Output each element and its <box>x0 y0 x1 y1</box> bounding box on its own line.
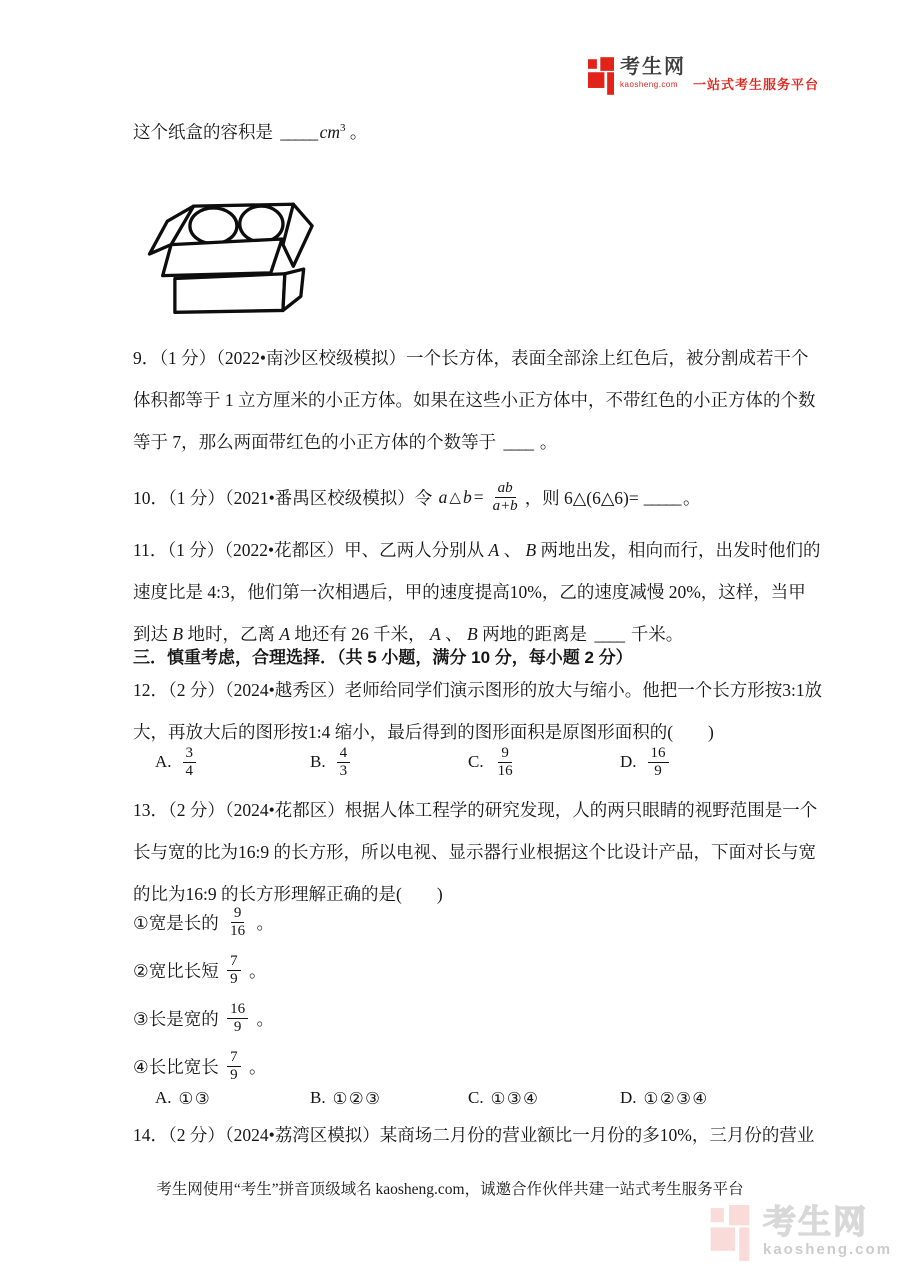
q12-option-b <box>310 737 354 787</box>
q9-line1: 9．（1 分）（2022•南沙区校级模拟）一个长方体，表面全部涂上红色后，被分割成若干个 <box>133 348 809 368</box>
statement-end: 。 <box>244 960 267 981</box>
statement-fraction <box>227 953 241 988</box>
fraction-denominator: 9 <box>230 1066 238 1083</box>
q10-var-a: a <box>438 486 448 507</box>
q11-l1-seg: 、 <box>499 540 526 560</box>
q11-line2: 速度比是 4:3，他们第一次相遇后，甲的速度提高10%，乙的速度减慢 20%，这样，当甲 <box>133 582 806 602</box>
option-label: D. <box>620 1088 637 1107</box>
q8-fill-blank: _____ <box>280 121 317 142</box>
option-value: ①②③④ <box>643 1088 709 1108</box>
q10-fraction <box>490 480 521 515</box>
watermark-site-name: 考生网 <box>763 1203 868 1240</box>
question-10 <box>133 468 793 526</box>
q13-option-d <box>620 1085 709 1111</box>
ball-left <box>190 208 237 244</box>
fraction-numerator: 4 <box>337 745 351 763</box>
q11-var: A <box>279 624 291 644</box>
q12-option-a <box>155 737 200 787</box>
q11-l1-seg: 两地出发，相向而行，出发时他们的 <box>536 540 821 560</box>
q10-equals: = <box>473 486 484 507</box>
q13-option-b <box>310 1085 381 1111</box>
q11-var: A <box>430 624 441 644</box>
q8-line <box>133 107 793 153</box>
option-label: B. <box>310 1088 326 1107</box>
question-8-tail <box>133 107 793 153</box>
q10-fraction-numerator: ab <box>495 480 516 498</box>
q13-statement-3 <box>133 994 274 1042</box>
q13-line2: 长与宽的比为16:9 的长方形，所以电视、显示器行业根据这个比设计产品，下面对长与宽 <box>133 842 816 862</box>
option-fraction <box>648 745 669 780</box>
q11-l3-seg: 地时，乙离 <box>183 624 280 644</box>
question-14 <box>133 1114 815 1156</box>
statement-end: 。 <box>252 912 274 933</box>
box-right-face <box>283 269 304 310</box>
fraction-denominator: 3 <box>339 762 348 779</box>
statement-text: ④长比宽长 <box>133 1056 224 1077</box>
box-right-flap <box>283 204 312 266</box>
option-fraction <box>337 745 351 780</box>
logo-site-name: 考生网 <box>620 56 686 78</box>
fraction-numerator: 3 <box>183 745 197 763</box>
option-label: D. <box>620 752 637 771</box>
q13-option-c <box>468 1085 539 1111</box>
q13-options-row <box>133 1085 833 1111</box>
option-value: ①③ <box>178 1088 212 1108</box>
q11-fill-blank: ____ <box>594 624 624 644</box>
q11-l3-seg: 地还有 26 千米， <box>290 624 431 644</box>
fraction-denominator: 9 <box>654 762 662 779</box>
q8-unit: cm <box>319 121 341 142</box>
question-9 <box>133 337 816 463</box>
watermark-text-block <box>763 1205 892 1258</box>
q10-mid: ，则 6△(6△6)= <box>524 487 639 508</box>
statement-text: ③长是宽的 <box>133 1008 224 1029</box>
fraction-denominator: 16 <box>497 762 513 779</box>
q12-option-d <box>620 737 673 787</box>
watermark-domain: kaosheng.com <box>763 1241 893 1258</box>
option-fraction <box>183 745 197 780</box>
option-value: ①③④ <box>490 1088 540 1108</box>
q11-var: B <box>466 624 478 644</box>
q10-fill-blank: _____ <box>643 486 681 507</box>
box-back-edge <box>194 204 294 206</box>
fraction-numerator: 9 <box>498 745 512 763</box>
kaosheng-logo-icon <box>588 57 614 95</box>
q9-end: 。 <box>539 432 558 452</box>
statement-text: ②宽比长短 <box>133 960 224 981</box>
q13-option-a <box>155 1085 211 1111</box>
q10-fraction-denominator: a+b <box>492 497 518 514</box>
q9-line2: 体积都等于 1 立方厘米的小正方体。如果在这些小正方体中，不带红色的小正方体的个数 <box>133 390 816 410</box>
footer-slogan: 考生网使用“考生”拼音顶级域名 kaosheng.com，诚邀合作伙伴共建一站式考生服务平台 <box>156 1181 744 1198</box>
q11-var: B <box>525 540 537 560</box>
q12-line1: 12．（2 分）（2024•越秀区）老师给同学们演示图形的放大与缩小。他把一个长方形按3:1放 <box>133 680 823 700</box>
q8-end: 。 <box>349 121 368 142</box>
fraction-numerator: 16 <box>227 1001 248 1019</box>
statement-text: ①宽是长的 <box>133 912 224 933</box>
q11-l3-seg: 、 <box>440 624 467 644</box>
box-front-fold <box>163 239 282 276</box>
q13-statement-2 <box>133 946 274 994</box>
option-fraction <box>495 745 516 780</box>
q12-line2: 大，再放大后的图形按1:4 缩小，最后得到的图形面积是原图形面积的( ) <box>133 722 714 742</box>
site-logo <box>588 57 819 95</box>
logo-domain: kaosheng.com <box>620 80 679 89</box>
fraction-numerator: 16 <box>648 745 669 763</box>
statement-fraction <box>227 1001 248 1036</box>
box-front-face <box>175 274 285 313</box>
ball-right <box>240 206 283 242</box>
statement-fraction <box>227 905 248 940</box>
question-13 <box>133 789 818 915</box>
q10-pre: 10．（1 分）（2021•番禺区校级模拟）令 <box>133 487 437 508</box>
q12-options-row <box>133 737 833 787</box>
fraction-denominator: 9 <box>230 970 238 987</box>
section-3-title: 三．慎重考虑，合理选择．（共 5 小题，满分 10 分，每小题 2 分） <box>133 648 633 667</box>
logo-text-block <box>620 57 686 89</box>
q14-line1: 14．（2 分）（2024•荔湾区模拟）某商场二月份的营业额比一月份的多10%，三月份的营业 <box>133 1125 815 1145</box>
q8-text: 这个纸盒的容积是 <box>133 121 273 142</box>
q11-l1-seg: 11．（1 分）（2022•花都区）甲、乙两人分别从 <box>133 540 489 560</box>
q11-var: A <box>488 540 500 560</box>
q13-statement-1 <box>133 898 274 946</box>
q12-option-c <box>468 737 520 787</box>
q13-line3: 的比为16:9 的长方形理解正确的是( ) <box>133 884 443 904</box>
q10-var-b: b <box>462 486 472 507</box>
option-label: B. <box>310 752 326 771</box>
option-value: ①②③ <box>332 1088 382 1108</box>
q11-line1 <box>133 529 821 571</box>
q13-line1: 13．（2 分）（2024•花都区）根据人体工程学的研究发现，人的两只眼睛的视野范围是一个 <box>133 800 818 820</box>
logo-tagline: 一站式考生服务平台 <box>693 77 820 92</box>
fraction-numerator: 7 <box>227 1049 241 1067</box>
q13-statement-4 <box>133 1042 274 1090</box>
q13-statements <box>133 898 274 1090</box>
fraction-denominator: 16 <box>230 922 246 939</box>
q8-unit-exponent: 3 <box>340 122 346 134</box>
q11-var: B <box>172 624 184 644</box>
option-label: C. <box>468 1088 484 1107</box>
kaosheng-watermark-icon <box>710 1205 750 1261</box>
fraction-denominator: 4 <box>185 762 194 779</box>
q9-fill-blank: ____ <box>503 432 533 452</box>
option-label: A. <box>155 1088 172 1107</box>
watermark <box>710 1205 892 1261</box>
fraction-denominator: 9 <box>233 1018 242 1035</box>
open-box-with-balls-figure <box>140 192 347 333</box>
fraction-numerator: 7 <box>227 953 241 971</box>
q11-l3-seg: 两地的距离是 <box>477 624 592 644</box>
q9-line3-text: 等于 7，那么两面带红色的小正方体的个数等于 <box>133 432 497 452</box>
q11-l3-seg: 千米。 <box>626 624 684 644</box>
option-label: A. <box>155 752 172 771</box>
statement-fraction <box>227 1049 241 1084</box>
statement-end: 。 <box>244 1056 267 1077</box>
fraction-numerator: 9 <box>231 905 245 923</box>
q11-l3-seg: 到达 <box>133 624 173 644</box>
q10-end: 。 <box>683 487 701 508</box>
statement-end: 。 <box>252 1008 274 1029</box>
q10-triangle-operator: △ <box>449 488 461 506</box>
q9-line3 <box>133 421 793 463</box>
option-label: C. <box>468 752 484 771</box>
